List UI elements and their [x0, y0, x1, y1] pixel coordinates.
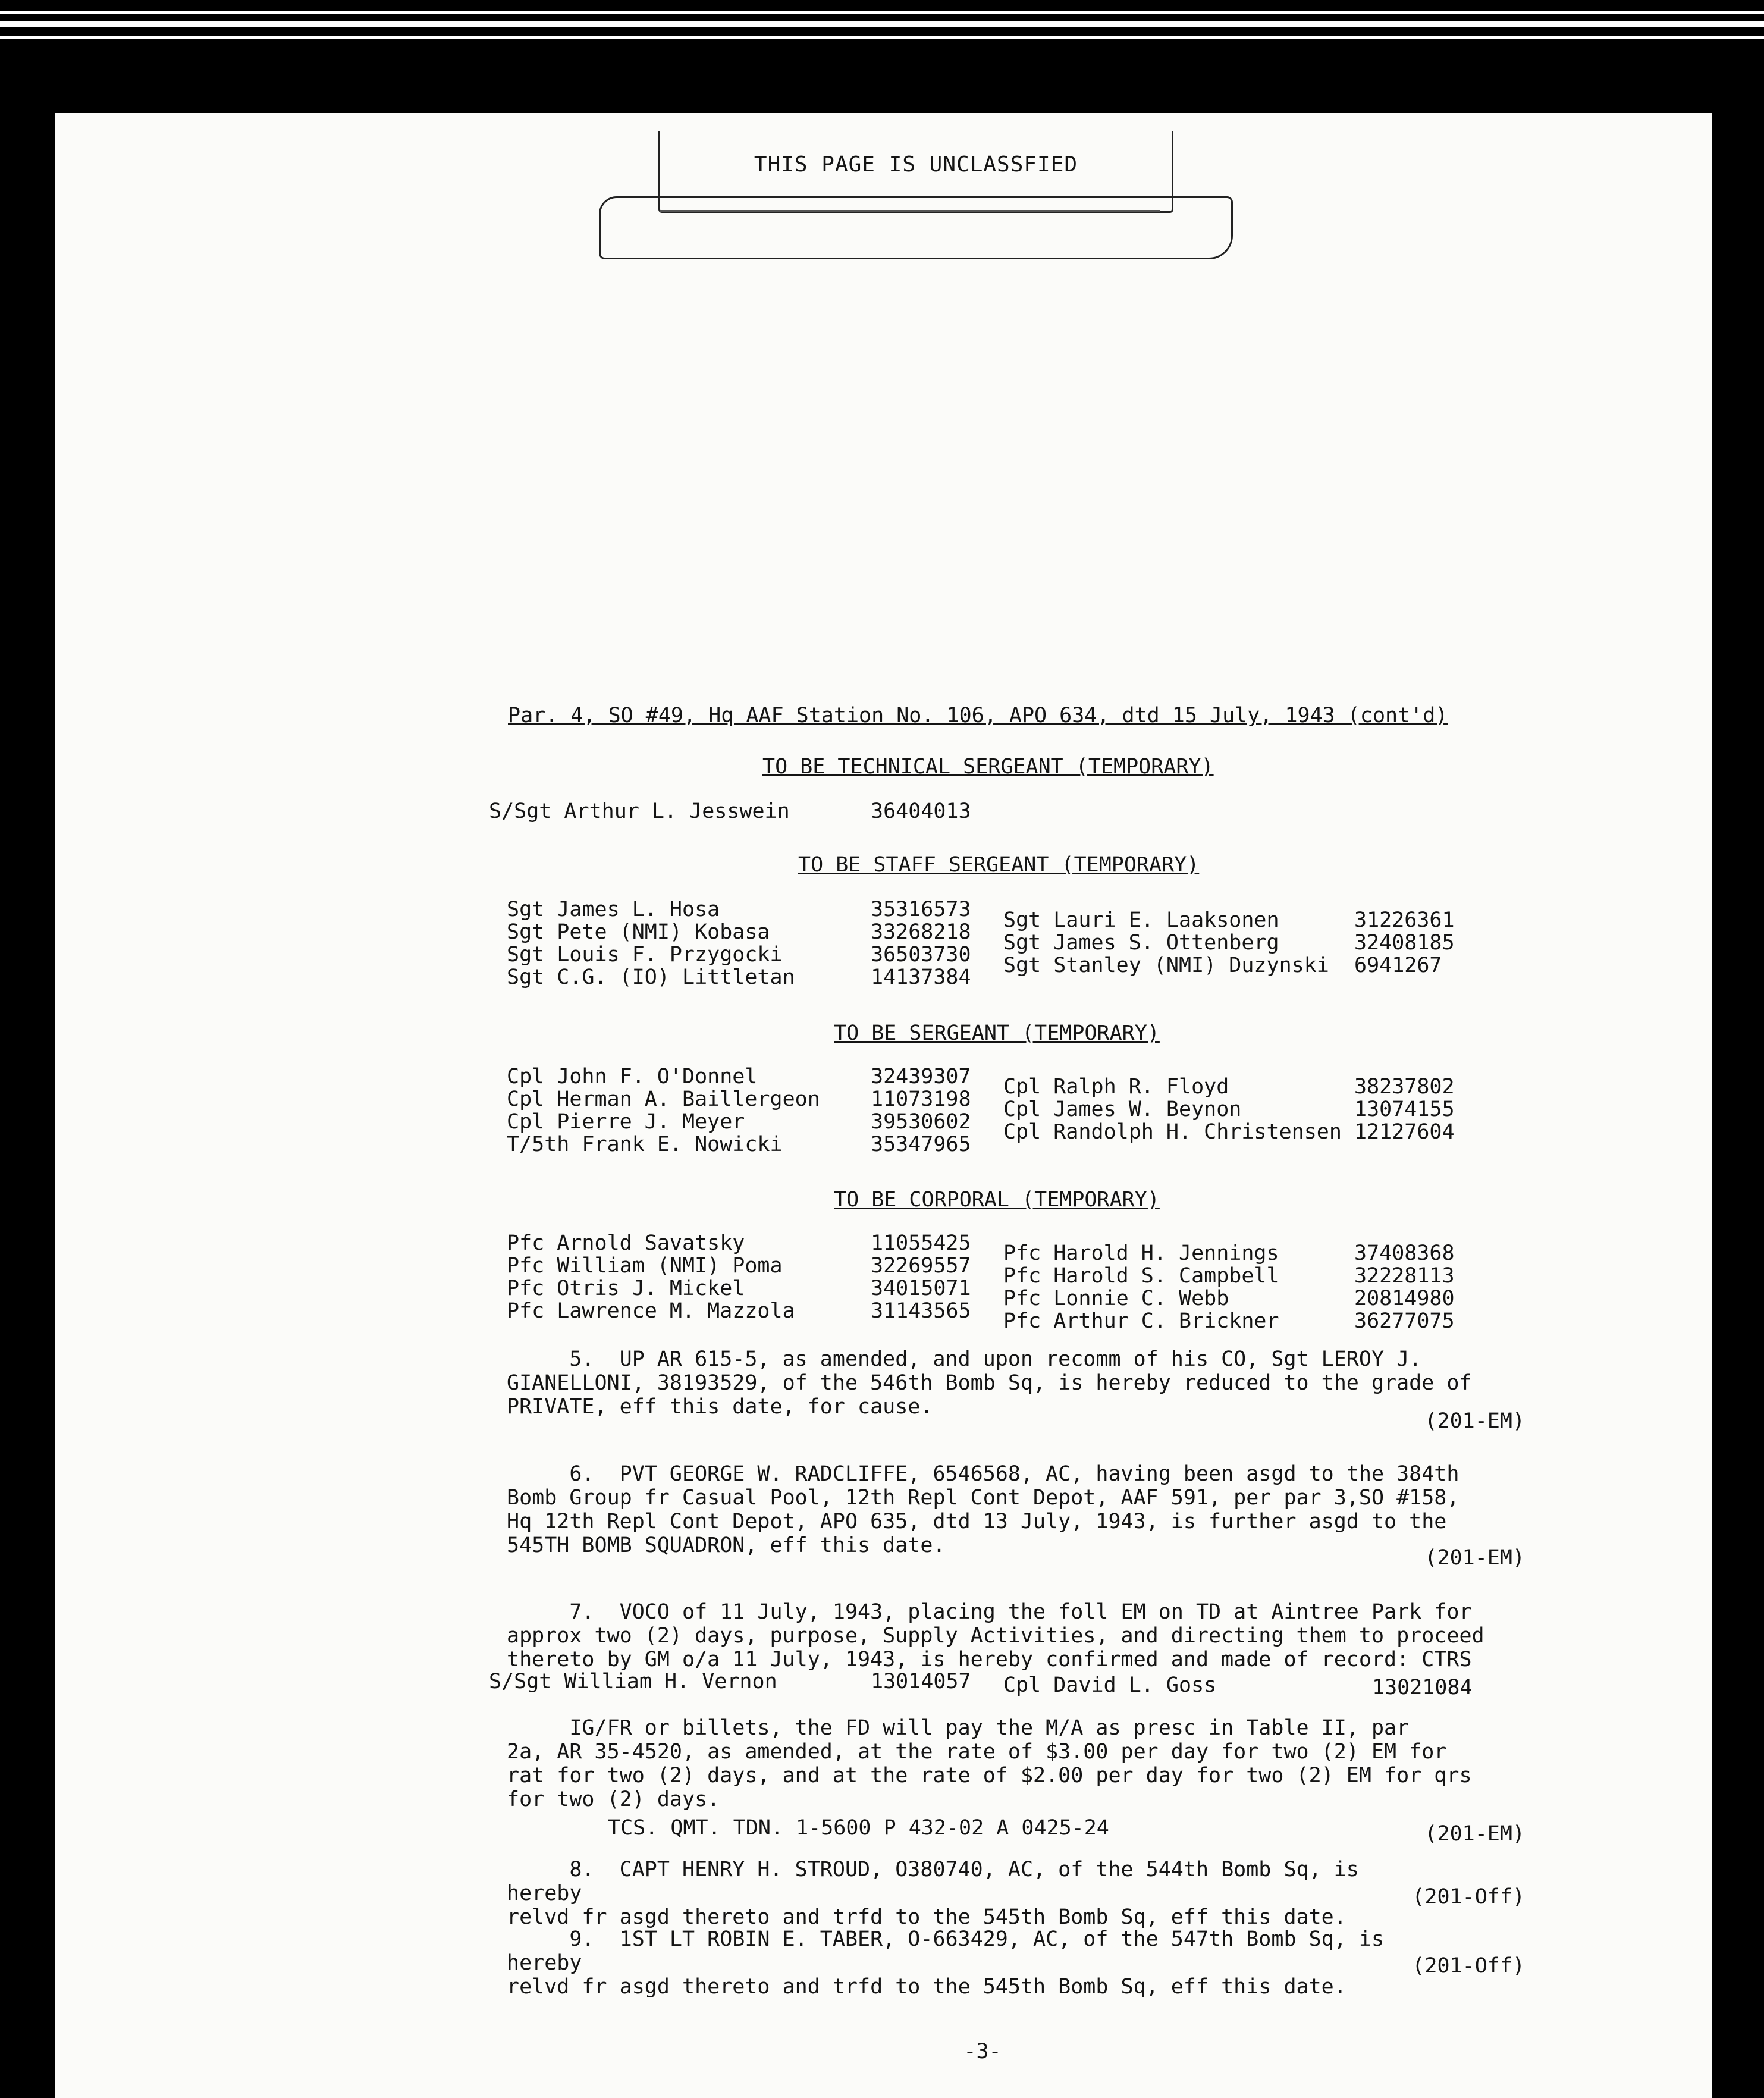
- promotion-name: Pfc Harold S. Campbell: [1003, 1264, 1279, 1288]
- promotion-name: Sgt Louis F. Przygocki: [507, 943, 783, 967]
- promotion-serial: 34015071: [871, 1277, 971, 1300]
- paragraph-5: 5. UP AR 615-5, as amended, and upon recomm of his CO, Sgt LEROY J. GIANELLONI, 38193529, of the 546th Bomb Sq, is hereby reduced to the grade of PRIVATE, eff this date, for cause.: [507, 1347, 1472, 1419]
- promotion-serial: 12127604: [1354, 1120, 1455, 1144]
- file-reference: (201-EM): [1424, 1409, 1525, 1433]
- promotion-name: Sgt Pete (NMI) Kobasa: [507, 920, 770, 944]
- promotion-serial: 37408368: [1354, 1241, 1455, 1265]
- stamp-tab: [599, 196, 1233, 259]
- promotion-name: Pfc Lonnie C. Webb: [1003, 1287, 1229, 1310]
- scan-border-line: [0, 21, 1764, 27]
- paragraph-7: 7. VOCO of 11 July, 1943, placing the foll EM on TD at Aintree Park for approx two (2) days, purpose, Supply Activities, and directing them to proceed thereto by GM o/a 11 July, 1943, is hereby confirmed and made of record: CTRS: [507, 1600, 1484, 1671]
- promotion-name: Sgt C.G. (IO) Littletan: [507, 965, 795, 989]
- promotion-serial: 20814980: [1354, 1287, 1455, 1310]
- promotion-serial: 36277075: [1354, 1309, 1455, 1333]
- promotion-name: Pfc Arthur C. Brickner: [1003, 1309, 1279, 1333]
- promotion-name: Cpl John F. O'Donnel: [507, 1065, 758, 1089]
- section-title: TO BE TECHNICAL SERGEANT (TEMPORARY): [762, 755, 1214, 779]
- paragraph-7-allowance: IG/FR or billets, the FD will pay the M/A as presc in Table II, par 2a, AR 35-4520, as amended, at the rate of $3.00 per day for two (2) EM for rat for two (2) days, and at the rate of $2.00 per day for two (2) EM for qrs for two (2) days.: [507, 1716, 1472, 1811]
- file-reference: (201-Off): [1412, 1885, 1525, 1909]
- scan-border-line: [0, 11, 1764, 14]
- promotion-name: Pfc William (NMI) Poma: [507, 1254, 783, 1278]
- promotion-name: T/5th Frank E. Nowicki: [507, 1133, 783, 1156]
- promotion-serial: 31143565: [871, 1299, 971, 1323]
- promotion-serial: 14137384: [871, 965, 971, 989]
- file-reference: (201-Off): [1412, 1954, 1525, 1978]
- file-reference: (201-EM): [1424, 1546, 1525, 1570]
- promotion-name: Cpl James W. Beynon: [1003, 1097, 1242, 1121]
- promotion-name: Cpl Ralph R. Floyd: [1003, 1075, 1229, 1099]
- promotion-name: Sgt Lauri E. Laaksonen: [1003, 908, 1279, 932]
- promotion-serial: 32269557: [871, 1254, 971, 1278]
- paragraph-6: 6. PVT GEORGE W. RADCLIFFE, 6546568, AC, having been asgd to the 384th Bomb Group fr Casual Pool, 12th Repl Cont Depot, AAF 591, per par 3,SO #158, Hq 12th Repl Cont Depot, APO 635, dtd 13 July, 1943, is further asgd to the 545TH BOMB SQUADRON, eff this date.: [507, 1462, 1459, 1557]
- promotion-name: Pfc Harold H. Jennings: [1003, 1241, 1279, 1265]
- promotion-serial: 35347965: [871, 1133, 971, 1156]
- section-title: TO BE STAFF SERGEANT (TEMPORARY): [798, 853, 1200, 877]
- promotion-serial: 32228113: [1354, 1264, 1455, 1288]
- promotion-serial: 11055425: [871, 1231, 971, 1255]
- promotion-serial: 6941267: [1354, 954, 1442, 977]
- promotion-serial: 32439307: [871, 1065, 971, 1089]
- scan-border-line: [0, 36, 1764, 39]
- order-header: Par. 4, SO #49, Hq AAF Station No. 106, APO 634, dtd 15 July, 1943 (cont'd): [508, 704, 1448, 727]
- file-reference: (201-EM): [1424, 1822, 1525, 1846]
- td-name: Cpl David L. Goss: [1003, 1673, 1217, 1697]
- promotion-serial: 39530602: [871, 1110, 971, 1134]
- promotion-serial: 31226361: [1354, 908, 1455, 932]
- page-number: -3-: [963, 2040, 1002, 2063]
- promotion-serial: 13074155: [1354, 1097, 1455, 1121]
- document-page: [55, 113, 1712, 2098]
- promotion-name: Pfc Lawrence M. Mazzola: [507, 1299, 795, 1323]
- td-serial: 13021084: [1372, 1676, 1473, 1699]
- promotion-serial: 38237802: [1354, 1075, 1455, 1099]
- paragraph-8: 8. CAPT HENRY H. STROUD, O380740, AC, of the 544th Bomb Sq, is hereby relvd fr asgd thereto and trfd to the 545th Bomb Sq, eff this date.: [507, 1858, 1359, 1929]
- promotion-name: Sgt James L. Hosa: [507, 898, 720, 921]
- classification-text: THIS PAGE IS UNCLASSFIED: [754, 152, 1078, 177]
- promotion-serial: 11073198: [871, 1087, 971, 1111]
- promotion-name: Sgt James S. Ottenberg: [1003, 931, 1279, 955]
- promotion-name: Pfc Otris J. Mickel: [507, 1277, 745, 1300]
- td-serial: 13014057: [871, 1670, 971, 1694]
- promotion-serial: 36404013: [871, 799, 971, 823]
- promotion-name: Cpl Herman A. Baillergeon: [507, 1087, 820, 1111]
- section-title: TO BE SERGEANT (TEMPORARY): [834, 1021, 1160, 1045]
- promotion-serial: 36503730: [871, 943, 971, 967]
- promotion-serial: 32408185: [1354, 931, 1455, 955]
- section-title: TO BE CORPORAL (TEMPORARY): [834, 1188, 1160, 1212]
- promotion-name: Pfc Arnold Savatsky: [507, 1231, 745, 1255]
- promotion-name: Sgt Stanley (NMI) Duzynski: [1003, 954, 1329, 977]
- funding-line: TCS. QMT. TDN. 1-5600 P 432-02 A 0425-24: [608, 1816, 1109, 1840]
- promotion-serial: 35316573: [871, 898, 971, 921]
- promotion-name: Cpl Randolph H. Christensen: [1003, 1120, 1342, 1144]
- paragraph-9: 9. 1ST LT ROBIN E. TABER, O-663429, AC, of the 547th Bomb Sq, is hereby relvd fr asgd thereto and trfd to the 545th Bomb Sq, eff this date.: [507, 1927, 1385, 1999]
- td-name: S/Sgt William H. Vernon: [489, 1670, 777, 1694]
- promotion-serial: 33268218: [871, 920, 971, 944]
- promotion-name: S/Sgt Arthur L. Jesswein: [489, 799, 790, 823]
- promotion-name: Cpl Pierre J. Meyer: [507, 1110, 745, 1134]
